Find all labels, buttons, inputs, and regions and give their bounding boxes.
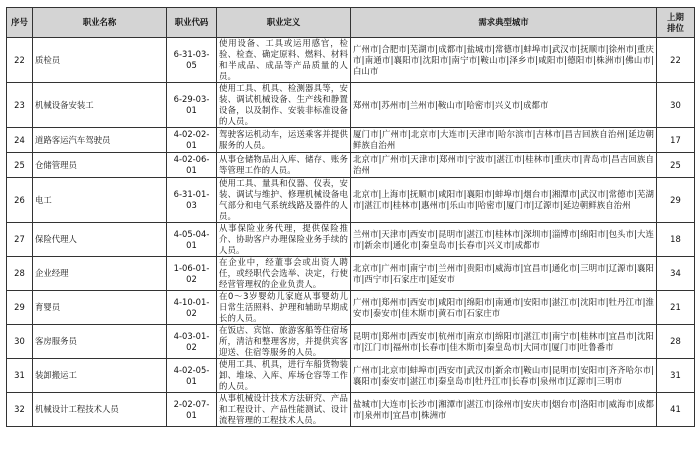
- row-no: 31: [7, 359, 33, 393]
- row-code: 4-03-01-02: [167, 325, 217, 359]
- row-no: 25: [7, 153, 33, 178]
- row-name: 质检员: [33, 38, 167, 83]
- header-last-rank: 上期 排位: [657, 8, 695, 38]
- row-rank: 30: [657, 83, 695, 128]
- row-name: 电工: [33, 178, 167, 223]
- row-code: 4-02-05-01: [167, 359, 217, 393]
- row-cities: 昆明市|郑州市|西安市|杭州市|南京市|绵阳市|湛江市|南宁市|桂林市|宜昌市|沈阳市|江门市|福州市|长春市|佳木斯市|秦皇岛市|大同市|厦门市|吐鲁番市: [351, 325, 657, 359]
- header-code: 职业代码: [167, 8, 217, 38]
- table-row: [7, 291, 695, 325]
- row-rank: 29: [657, 178, 695, 223]
- occupation-demand-table: [6, 7, 695, 427]
- table-row: [7, 257, 695, 291]
- row-code: 6-31-03-05: [167, 38, 217, 83]
- table-row: [7, 359, 695, 393]
- row-code: 6-29-03-01: [167, 83, 217, 128]
- occupation-table-container: [6, 7, 694, 427]
- row-no: 22: [7, 38, 33, 83]
- row-cities: 广州市|北京市|蚌埠市|西安市|武汉市|新余市|鞍山市|昆明市|安阳市|齐齐哈尔市|襄阳市|泰安市|湛江市|秦皇岛市|牡丹江市|长春市|泉州市|辽源市|三明市: [351, 359, 657, 393]
- row-name: 客房服务员: [33, 325, 167, 359]
- row-no: 24: [7, 128, 33, 153]
- row-name: 保险代理人: [33, 223, 167, 257]
- row-code: 1-06-01-02: [167, 257, 217, 291]
- row-definition: 使用工具、量具和仪器、仪表，安装、调试与维护、修理机械设备电气部分和电气系统线路及器件的人员。: [217, 178, 351, 223]
- row-definition: 在饭店、宾馆、旅游客船等住宿场所，清洁和整理客房，并提供宾客迎送、住宿等服务的人员。: [217, 325, 351, 359]
- row-no: 32: [7, 393, 33, 427]
- row-name: 企业经理: [33, 257, 167, 291]
- row-definition: 从事保险业务代理，提供保险推介、协助客户办理保险业务手续的人员。: [217, 223, 351, 257]
- table-row: [7, 38, 695, 83]
- row-code: 6-31-01-03: [167, 178, 217, 223]
- row-name: 机械设备安装工: [33, 83, 167, 128]
- row-name: 机械设计工程技术人员: [33, 393, 167, 427]
- row-definition: 在企业中，经董事会或出资人聘任，或经职代会选举、决定，行使经营管理权的企业负责人。: [217, 257, 351, 291]
- header-no: 序号: [7, 8, 33, 38]
- row-no: 29: [7, 291, 33, 325]
- row-name: 育婴员: [33, 291, 167, 325]
- row-rank: 41: [657, 393, 695, 427]
- table-row: [7, 83, 695, 128]
- row-name: 道路客运汽车驾驶员: [33, 128, 167, 153]
- row-cities: 盐城市|大连市|长沙市|湘潭市|湛江市|徐州市|安庆市|烟台市|洛阳市|威海市|成都市|泉州市|宜昌市|株洲市: [351, 393, 657, 427]
- row-code: 4-05-04-01: [167, 223, 217, 257]
- row-cities: 兰州市|天津市|西安市|昆明市|湛江市|桂林市|深圳市|淄博市|绵阳市|包头市|大连市|新余市|通化市|秦皇岛市|长春市|兴义市|成都市: [351, 223, 657, 257]
- table-row: [7, 223, 695, 257]
- row-definition: 从事仓储物品出入库、储存、账务等管理工作的人员。: [217, 153, 351, 178]
- header-definition: 职业定义: [217, 8, 351, 38]
- row-definition: 驾驶客运机动车，运送乘客并提供服务的人员。: [217, 128, 351, 153]
- row-no: 27: [7, 223, 33, 257]
- row-definition: 从事机械设计技术方法研究、产品和工程设计、产品性能测试、设计流程管理的工程技术人员。: [217, 393, 351, 427]
- table-row: [7, 393, 695, 427]
- row-rank: 21: [657, 291, 695, 325]
- row-cities: 广州市|合肥市|芜湖市|成都市|盐城市|常德市|蚌埠市|武汉市|抚顺市|徐州市|重庆市|南通市|襄阳市|沈阳市|南宁市|鞍山市|泽乡市|咸阳市|德阳市|株洲市|佛山市|白山市: [351, 38, 657, 83]
- table-row: [7, 178, 695, 223]
- header-name: 职业名称: [33, 8, 167, 38]
- row-no: 30: [7, 325, 33, 359]
- row-code: 4-02-06-01: [167, 153, 217, 178]
- row-definition: 在0～3岁婴幼儿家庭从事婴幼儿日常生活照料、护理和辅助早期成长的人员。: [217, 291, 351, 325]
- row-cities: 北京市|广州市|南宁市|兰州市|贵阳市|威海市|宜昌市|通化市|三明市|辽源市|襄阳市|西宁市|石家庄市|延安市: [351, 257, 657, 291]
- row-rank: 28: [657, 325, 695, 359]
- row-definition: 使用工具、机具，进行车船货物装卸、堆垛、入库、库场仓容等工作的人员。: [217, 359, 351, 393]
- row-definition: 使用设备、工具或运用感官，检验、检查、确定原料、燃料、材料和半成品、成品等产品质量的人员。: [217, 38, 351, 83]
- row-rank: 18: [657, 223, 695, 257]
- row-cities: 北京市|上海市|抚顺市|咸阳市|襄阳市|蚌埠市|烟台市|湘潭市|武汉市|常德市|芜湖市|湛江市|桂林市|惠州市|乐山市|哈密市|厦门市|辽源市|延边朝鲜族自治州: [351, 178, 657, 223]
- row-cities: 北京市|广州市|天津市|郑州市|宁波市|湛江市|桂林市|重庆市|青岛市|昌吉回族自治州: [351, 153, 657, 178]
- row-name: 仓储管理员: [33, 153, 167, 178]
- row-name: 装卸搬运工: [33, 359, 167, 393]
- row-code: 4-02-02-01: [167, 128, 217, 153]
- row-rank: 34: [657, 257, 695, 291]
- header-cities: 需求典型城市: [351, 8, 657, 38]
- row-cities: 厦门市|广州市|北京市|大连市|天津市|哈尔滨市|吉林市|昌吉回族自治州|延边朝鲜族自治州: [351, 128, 657, 153]
- row-no: 23: [7, 83, 33, 128]
- table-row: [7, 128, 695, 153]
- row-rank: 17: [657, 128, 695, 153]
- row-no: 26: [7, 178, 33, 223]
- table-header-row: [7, 8, 695, 38]
- row-rank: 25: [657, 153, 695, 178]
- row-code: 4-10-01-02: [167, 291, 217, 325]
- row-cities: 郑州市|苏州市|兰州市|鞍山市|哈密市|兴义市|成都市: [351, 83, 657, 128]
- row-code: 2-02-07-01: [167, 393, 217, 427]
- table-row: [7, 325, 695, 359]
- table-row: [7, 153, 695, 178]
- row-no: 28: [7, 257, 33, 291]
- row-rank: 22: [657, 38, 695, 83]
- row-definition: 使用工具、机具、检测器具等，安装、调试机械设备、生产线和静置设备，以及制作、安装非标准设备的人员。: [217, 83, 351, 128]
- row-cities: 广州市|郑州市|西安市|咸阳市|绵阳市|南通市|安阳市|湛江市|沈阳市|牡丹江市|淮安市|泰安市|佳木斯市|黄石市|石家庄市: [351, 291, 657, 325]
- row-rank: 31: [657, 359, 695, 393]
